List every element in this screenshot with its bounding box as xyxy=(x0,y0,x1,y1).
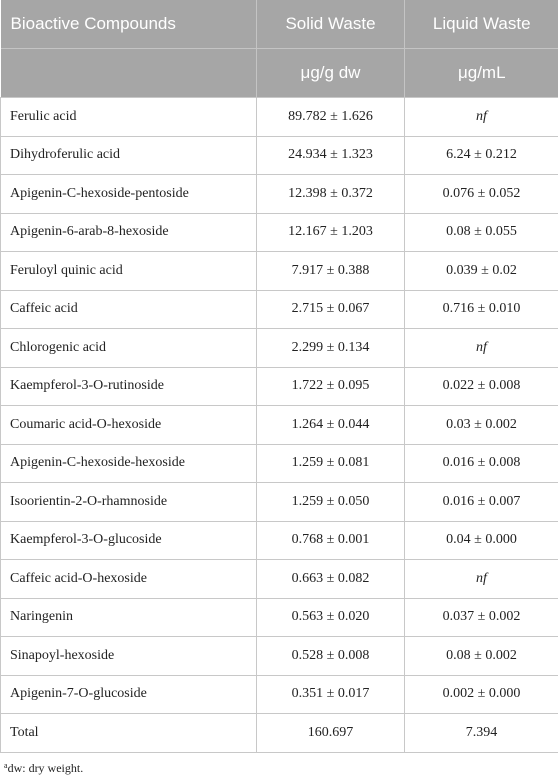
compound-cell: Caffeic acid-O-hexoside xyxy=(1,560,257,599)
table-row xyxy=(1,329,558,368)
liquid-value-cell: 0.076 ± 0.052 xyxy=(405,175,558,214)
compound-cell: Apigenin-C-hexoside-pentoside xyxy=(1,175,257,214)
table-row xyxy=(1,367,558,406)
total-label-cell: Total xyxy=(1,714,257,753)
compound-cell: Naringenin xyxy=(1,598,257,637)
solid-value-cell: 2.299 ± 0.134 xyxy=(257,329,405,368)
liquid-value-cell: 6.24 ± 0.212 xyxy=(405,136,558,175)
compound-cell: Apigenin-C-hexoside-hexoside xyxy=(1,444,257,483)
table-row xyxy=(1,136,558,175)
table-row xyxy=(1,406,558,445)
table-body xyxy=(1,98,558,753)
compound-cell: Kaempferol-3-O-glucoside xyxy=(1,521,257,560)
solid-value-cell: 12.167 ± 1.203 xyxy=(257,213,405,252)
compound-cell: Feruloyl quinic acid xyxy=(1,252,257,291)
solid-value-cell: 2.715 ± 0.067 xyxy=(257,290,405,329)
liquid-value-cell: 0.039 ± 0.02 xyxy=(405,252,558,291)
solid-value-cell: 7.917 ± 0.388 xyxy=(257,252,405,291)
table-row xyxy=(1,521,558,560)
table-row xyxy=(1,598,558,637)
solid-value-cell: 1.722 ± 0.095 xyxy=(257,367,405,406)
header-solid-waste: Solid Waste xyxy=(257,0,405,49)
solid-value-cell: 0.768 ± 0.001 xyxy=(257,521,405,560)
footnote xyxy=(4,761,83,776)
liquid-value-cell: 0.016 ± 0.007 xyxy=(405,483,558,522)
compound-cell: Sinapoyl-hexoside xyxy=(1,637,257,676)
liquid-value-cell: 0.716 ± 0.010 xyxy=(405,290,558,329)
compound-cell: Dihydroferulic acid xyxy=(1,136,257,175)
compound-cell: Apigenin-6-arab-8-hexoside xyxy=(1,213,257,252)
total-row xyxy=(1,714,558,753)
table-row xyxy=(1,290,558,329)
liquid-value-cell: 0.002 ± 0.000 xyxy=(405,675,558,714)
liquid-value-cell: 0.08 ± 0.055 xyxy=(405,213,558,252)
liquid-value-cell: nf xyxy=(405,329,558,368)
header-row xyxy=(1,0,558,49)
compound-cell: Kaempferol-3-O-rutinoside xyxy=(1,367,257,406)
header-liquid-waste: Liquid Waste xyxy=(405,0,558,49)
compound-cell: Coumaric acid-O-hexoside xyxy=(1,406,257,445)
total-liquid-cell: 7.394 xyxy=(405,714,558,753)
liquid-value-cell: nf xyxy=(405,560,558,599)
liquid-value-cell: 0.08 ± 0.002 xyxy=(405,637,558,676)
table-row xyxy=(1,213,558,252)
header-liquid-unit: μg/mL xyxy=(405,49,558,98)
compound-cell: Isoorientin-2-O-rhamnoside xyxy=(1,483,257,522)
total-solid-cell: 160.697 xyxy=(257,714,405,753)
table-row xyxy=(1,560,558,599)
solid-value-cell: 24.934 ± 1.323 xyxy=(257,136,405,175)
table-row xyxy=(1,98,558,137)
table-row xyxy=(1,675,558,714)
footnote-text: dw: dry weight. xyxy=(7,761,84,775)
table-row xyxy=(1,483,558,522)
unit-row xyxy=(1,49,558,98)
liquid-value-cell: nf xyxy=(405,98,558,137)
table-row xyxy=(1,252,558,291)
liquid-value-cell: 0.04 ± 0.000 xyxy=(405,521,558,560)
compound-cell: Chlorogenic acid xyxy=(1,329,257,368)
solid-value-cell: 89.782 ± 1.626 xyxy=(257,98,405,137)
solid-value-cell: 1.259 ± 0.081 xyxy=(257,444,405,483)
table-row xyxy=(1,175,558,214)
compound-cell: Apigenin-7-O-glucoside xyxy=(1,675,257,714)
liquid-value-cell: 0.037 ± 0.002 xyxy=(405,598,558,637)
table-row xyxy=(1,637,558,676)
header-compounds: Bioactive Compounds xyxy=(1,0,257,49)
solid-value-cell: 0.663 ± 0.082 xyxy=(257,560,405,599)
solid-value-cell: 0.563 ± 0.020 xyxy=(257,598,405,637)
header-empty xyxy=(1,49,257,98)
liquid-value-cell: 0.022 ± 0.008 xyxy=(405,367,558,406)
liquid-value-cell: 0.03 ± 0.002 xyxy=(405,406,558,445)
compound-cell: Caffeic acid xyxy=(1,290,257,329)
solid-value-cell: 1.264 ± 0.044 xyxy=(257,406,405,445)
solid-value-cell: 0.351 ± 0.017 xyxy=(257,675,405,714)
compound-cell: Ferulic acid xyxy=(1,98,257,137)
solid-value-cell: 1.259 ± 0.050 xyxy=(257,483,405,522)
table-row xyxy=(1,444,558,483)
liquid-value-cell: 0.016 ± 0.008 xyxy=(405,444,558,483)
header-solid-unit: μg/g dw xyxy=(257,49,405,98)
footnote-marker: a xyxy=(4,761,8,770)
solid-value-cell: 0.528 ± 0.008 xyxy=(257,637,405,676)
solid-value-cell: 12.398 ± 0.372 xyxy=(257,175,405,214)
